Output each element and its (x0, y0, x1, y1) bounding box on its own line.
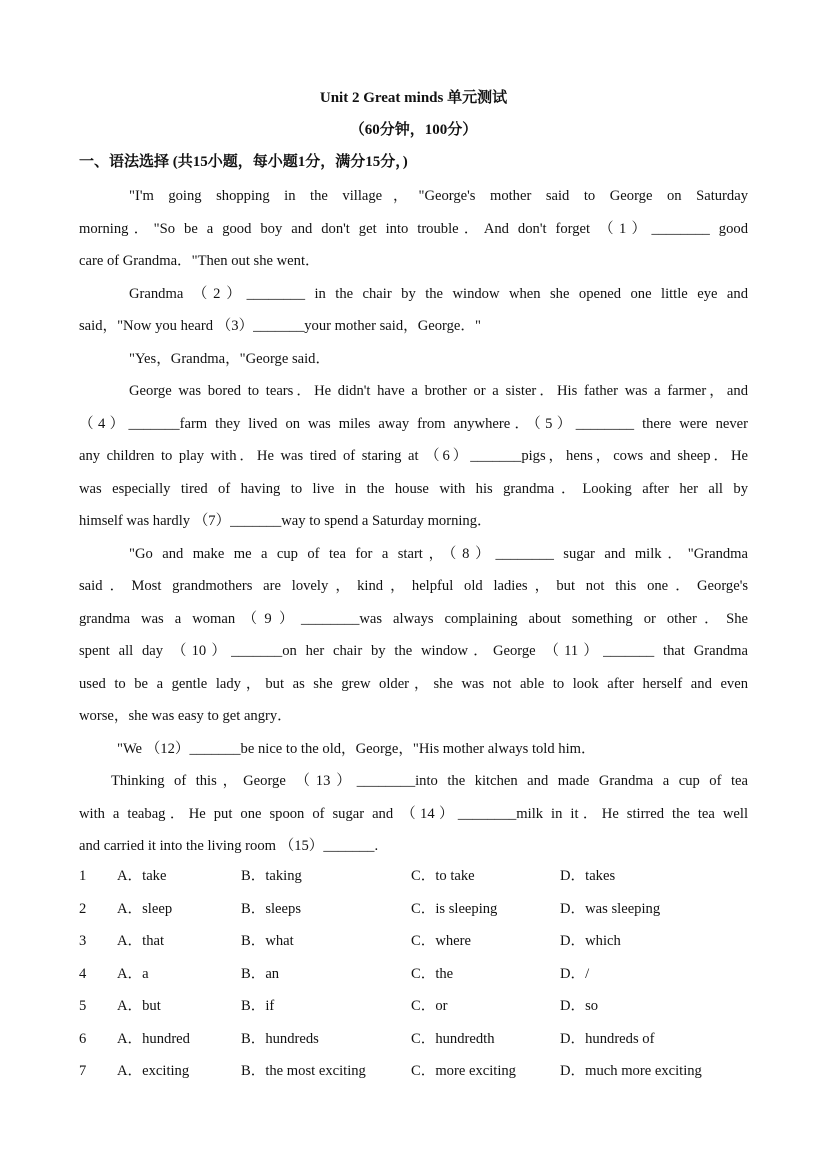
question-row (79, 893, 759, 926)
question-number: 4 (79, 965, 87, 982)
question-number: 5 (79, 998, 87, 1014)
passage-line: "We （12）_______be nice to the old，George，"His mother always told him． (117, 740, 596, 757)
passage (79, 180, 748, 863)
option-c: C．is sleeping (411, 900, 498, 917)
question-row (79, 860, 759, 893)
question-number: 7 (79, 1063, 87, 1079)
option-c: C．or (411, 998, 448, 1014)
question-number: 2 (79, 900, 87, 917)
option-c: C．to take (411, 868, 475, 884)
option-a: A．take (117, 868, 167, 884)
passage-line: Grandma （2）________ in the chair by the window when she opened one little eye and (129, 285, 748, 302)
passage-line: any children to play with．He was tired of staring at （6）_______pigs，hens，cows and sheep．He (79, 448, 748, 464)
option-d: D．which (560, 933, 621, 949)
passage-line: with a teabag．He put one spoon of sugar and （14）________milk in it．He stirred the tea well (79, 805, 748, 822)
option-b: B．hundreds (241, 1030, 319, 1047)
question-row (79, 958, 759, 991)
option-b: B．sleeps (241, 900, 301, 917)
passage-line: （4）_______farm they lived on was miles away from anywhere．（5）________ there were never (79, 415, 748, 432)
passage-line: George was bored to tears．He didn't have a brother or a sister．His father was a farmer，and (129, 383, 748, 399)
option-d: D．much more exciting (560, 1063, 702, 1079)
option-c: C．more exciting (411, 1063, 516, 1079)
option-d: D．was sleeping (560, 900, 661, 917)
passage-line: said，"Now you heard （3）_______your mother said，George．" (79, 318, 481, 334)
option-a: A．hundred (117, 1030, 190, 1047)
passage-line: himself was hardly （7）_______way to spend a Saturday morning． (79, 513, 492, 529)
passage-line: "I'm going shopping in the village，"George's mother said to George on Saturday (129, 188, 748, 204)
passage-line: care of Grandma．"Then out she went． (79, 253, 320, 269)
option-a: A．exciting (117, 1063, 190, 1079)
passage-line: was especially tired of having to live in the house with his grandma．Looking after her all by (79, 480, 748, 497)
question-row (79, 1023, 759, 1056)
option-b: B．what (241, 933, 294, 949)
question-options (79, 860, 759, 1088)
option-b: B．if (241, 998, 275, 1014)
question-row (79, 990, 759, 1023)
passage-line: and carried it into the living room （15）_______. (79, 838, 379, 854)
option-b: B．taking (241, 868, 302, 884)
passage-line: spent all day （10）_______on her chair by the window．George （11）_______ that Grandma (79, 643, 748, 659)
question-row (79, 925, 759, 958)
question-row (79, 1055, 759, 1088)
passage-line: used to be a gentle lady，but as she grew older，she was not able to look after herself and even (79, 675, 748, 692)
option-c: C．where (411, 933, 471, 949)
document-title: Unit 2 Great minds 单元测试 (319, 90, 508, 106)
question-number: 6 (79, 1030, 87, 1047)
passage-line: Thinking of this，George （13）________into the kitchen and made Grandma a cup of tea (111, 773, 748, 789)
section-heading: 一、语法选择 (共15小题，每小题1分，满分15分，) (79, 154, 408, 170)
option-a: A．that (117, 933, 165, 949)
passage-line: morning．"So be a good boy and don't get into trouble．And don't forget （1）________ good (79, 220, 748, 237)
option-a: A．a (117, 965, 149, 982)
passage-line: grandma was a woman（9）________was always complaining about something or other．She (79, 610, 748, 627)
passage-line: "Yes，Grandma，"George said． (129, 350, 331, 367)
question-number: 1 (79, 868, 87, 884)
option-d: D．so (560, 998, 599, 1014)
question-number: 3 (79, 933, 87, 949)
option-a: A．but (117, 998, 161, 1014)
option-d: D．hundreds of (560, 1030, 655, 1047)
option-d: D．/ (560, 965, 590, 982)
option-b: B．an (241, 965, 280, 982)
passage-line: worse，she was easy to get angry． (79, 708, 292, 724)
option-c: C．hundredth (411, 1030, 495, 1047)
passage-line: "Go and make me a cup of tea for a start，（8）________ sugar and milk．"Grandma (129, 545, 748, 562)
option-b: B．the most exciting (241, 1063, 366, 1079)
option-c: C．the (411, 965, 454, 982)
passage-line: said．Most grandmothers are lovely，kind，helpful old ladies，but not this one．George's (79, 578, 748, 594)
document-subtitle: （60分钟，100分） (349, 122, 478, 138)
option-d: D．takes (560, 868, 616, 884)
option-a: A．sleep (117, 900, 173, 917)
